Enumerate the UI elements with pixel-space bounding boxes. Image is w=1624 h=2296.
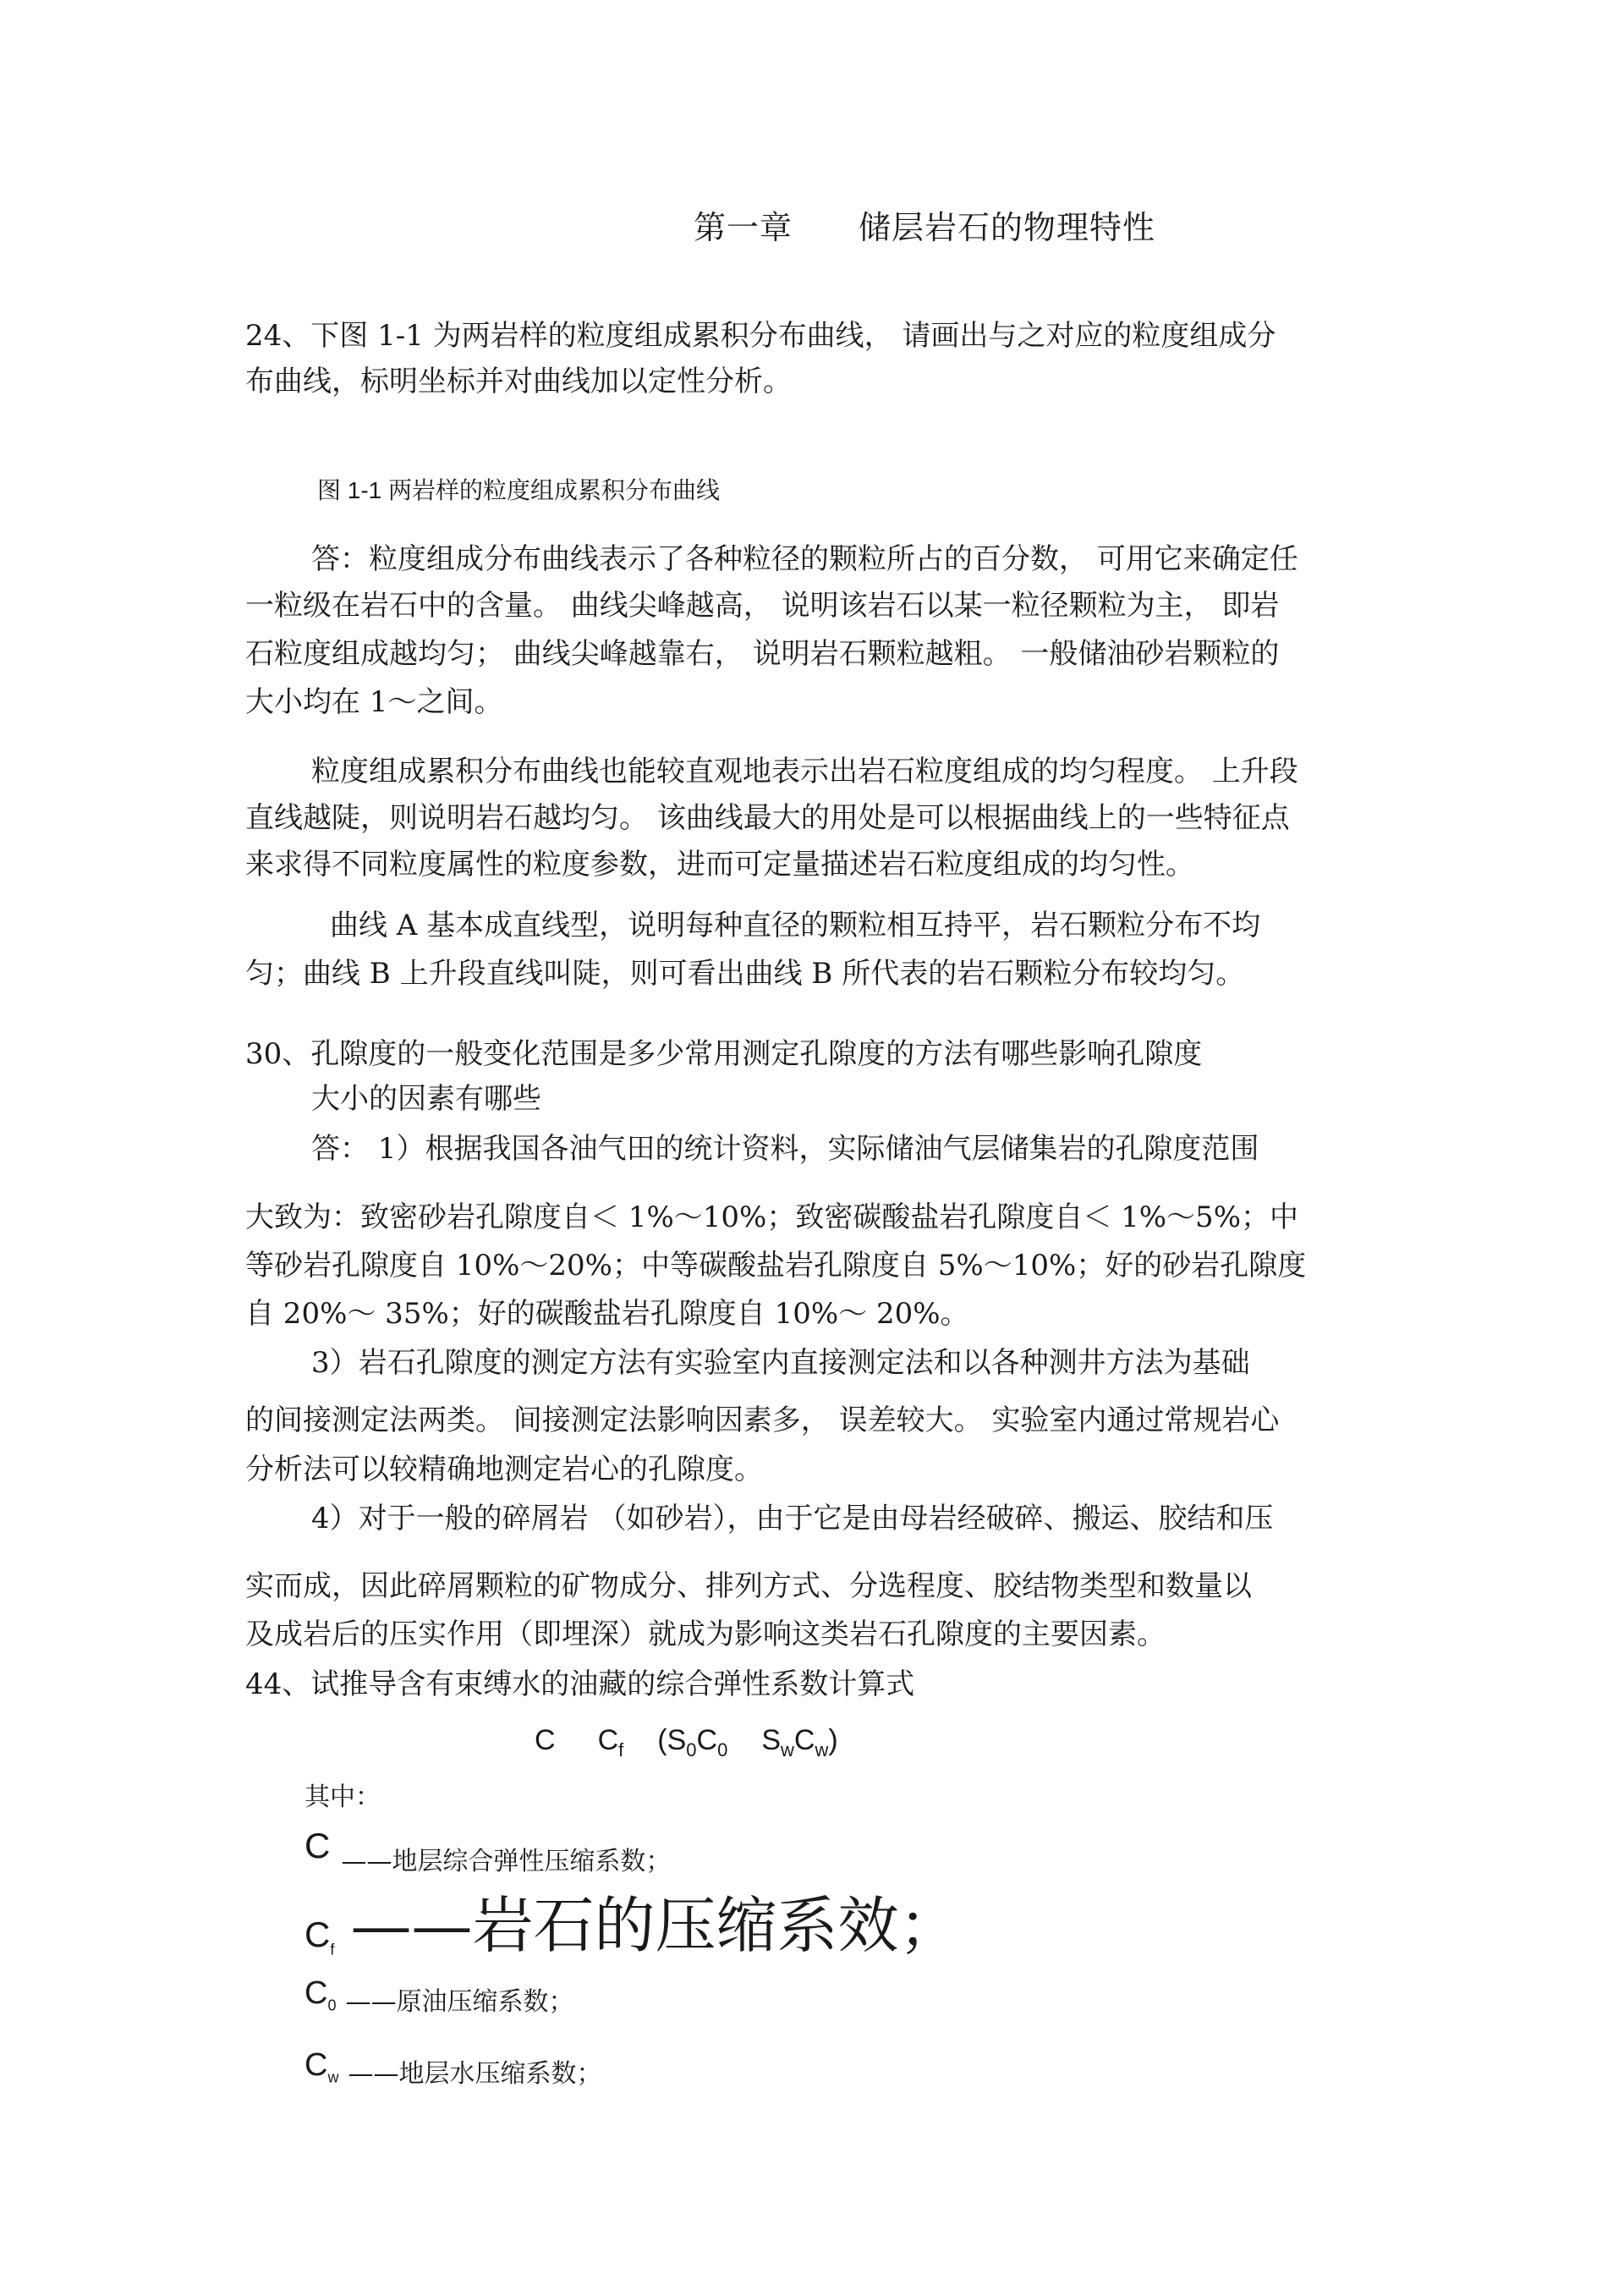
formula-close-paren: ) (828, 1724, 838, 1756)
answer-30-p1-line-1: 答： 1）根据我国各油气田的统计资料，实际储油气层储集岩的孔隙度范围 (311, 1132, 1259, 1166)
definition-c0-symbol: C (304, 1975, 328, 2011)
definition-c (304, 1826, 672, 1876)
definition-cf-sub: f (330, 1941, 335, 1958)
formula-c0: C (696, 1724, 718, 1756)
answer-30-p4-line-1: 4）对于一般的碎屑岩 （如砂岩），由于它是由母岩经破碎、搬运、胶结和压 (311, 1502, 1274, 1535)
answer-30-p3-line-3: 分析法可以较精确地测定岩心的孔隙度。 (245, 1453, 763, 1486)
answer-24-p3-line-2: 匀；曲线 B 上升段直线叫陡，则可看出曲线 B 所代表的岩石颗粒分布较均匀。 (245, 957, 1245, 991)
answer-24-p1-line-3: 石粒度组成越均匀； 曲线尖峰越靠右， 说明岩石颗粒越粗。 一般储油砂岩颗粒的 (245, 637, 1280, 671)
answer-24-p1-line-1: 答：粒度组成分布曲线表示了各种粒径的颗粒所占的百分数， 可用它来确定任 (311, 542, 1298, 576)
answer-30-p4-line-2: 实而成，因此碎屑颗粒的矿物成分、排列方式、分选程度、胶结物类型和数量以 (245, 1569, 1252, 1603)
answer-24-p1-line-4: 大小均在 1～之间。 (245, 685, 503, 719)
figure-caption: 图 1-1 两岩样的粒度组成累积分布曲线 (317, 477, 721, 503)
definition-cf (304, 1891, 959, 1961)
definition-cf-symbol: C (304, 1914, 331, 1954)
question-24-line-2: 布曲线，标明坐标并对曲线加以定性分析。 (245, 365, 792, 398)
definition-c-text: ——地层综合弹性压缩系数； (341, 1847, 672, 1876)
formula-sw: S (761, 1724, 782, 1756)
question-30-line-1: 30、孔隙度的一般变化范围是多少常用测定孔隙度的方法有哪些影响孔隙度 (245, 1037, 1203, 1071)
elasticity-formula (535, 1724, 838, 1760)
formula-s0: S (667, 1724, 687, 1756)
formula-cf: C (597, 1724, 619, 1756)
definition-cw (304, 2047, 602, 2089)
answer-30-p3-line-2: 的间接测定法两类。 间接测定法影响因素多， 误差较大。 实验室内通过常规岩心 (245, 1403, 1280, 1437)
formula-cw-sub: w (815, 1738, 829, 1760)
definition-cw-text: ——地层水压缩系数； (348, 2059, 602, 2089)
formula-s0-sub: 0 (686, 1738, 697, 1760)
answer-30-p4-line-3: 及成岩后的压实作用（即埋深）就成为影响这类岩石孔隙度的主要因素。 (245, 1618, 1166, 1651)
formula-cw: C (793, 1724, 815, 1756)
definition-cf-text: ——岩石的压缩系效； (350, 1890, 960, 1961)
chapter-title: 第一章 储层岩石的物理特性 (694, 209, 1156, 246)
definition-c-symbol: C (304, 1826, 331, 1865)
definition-c0-text: ——原油压缩系数； (345, 1987, 574, 2017)
question-44-line: 44、试推导含有束缚水的油藏的综合弹性系数计算式 (245, 1667, 915, 1701)
answer-24-p1-line-2: 一粒级在岩石中的含量。 曲线尖峰越高， 说明该岩石以某一粒径颗粒为主， 即岩 (245, 589, 1280, 623)
answer-30-p1-line-4: 自 20%～ 35%；好的碳酸盐岩孔隙度自 10%～ 20%。 (245, 1297, 969, 1331)
formula-cf-sub: f (618, 1738, 624, 1760)
formula-lhs: C (535, 1724, 556, 1756)
answer-30-p3-line-1: 3）岩石孔隙度的测定方法有实验室内直接测定法和以各种测井方法为基础 (311, 1346, 1250, 1380)
question-24-line-1: 24、下图 1-1 为两岩样的粒度组成累积分布曲线， 请画出与之对应的粒度组成分 (245, 319, 1276, 353)
answer-30-p1-line-2: 大致为：致密砂岩孔隙度自＜ 1%～10%；致密碳酸盐岩孔隙度自＜ 1%～5%；中 (245, 1200, 1298, 1234)
formula-open-paren: ( (657, 1724, 667, 1756)
answer-24-p2-line-1: 粒度组成累积分布曲线也能较直观地表示出岩石粒度组成的均匀程度。 上升段 (311, 755, 1298, 788)
answer-30-p1-line-3: 等砂岩孔隙度自 10%～20%；中等碳酸盐岩孔隙度自 5%～10%；好的砂岩孔隙度 (245, 1249, 1307, 1283)
definition-cw-symbol: C (304, 2047, 328, 2083)
answer-24-p3-line-1: 曲线 A 基本成直线型，说明每种直径的颗粒相互持平，岩石颗粒分布不均 (330, 909, 1261, 942)
where-label: 其中： (304, 1782, 381, 1812)
question-30-line-2: 大小的因素有哪些 (311, 1082, 541, 1116)
answer-24-p2-line-2: 直线越陡，则说明岩石越均匀。 该曲线最大的用处是可以根据曲线上的一些特征点 (245, 801, 1290, 835)
formula-c0-sub: 0 (717, 1738, 728, 1760)
formula-sw-sub: w (781, 1738, 794, 1760)
definition-cw-sub: w (327, 2068, 339, 2086)
definition-c0-sub: 0 (327, 1997, 337, 2014)
answer-24-p2-line-3: 来求得不同粒度属性的粒度参数，进而可定量描述岩石粒度组成的均匀性。 (245, 848, 1194, 882)
definition-c0 (304, 1975, 574, 2017)
